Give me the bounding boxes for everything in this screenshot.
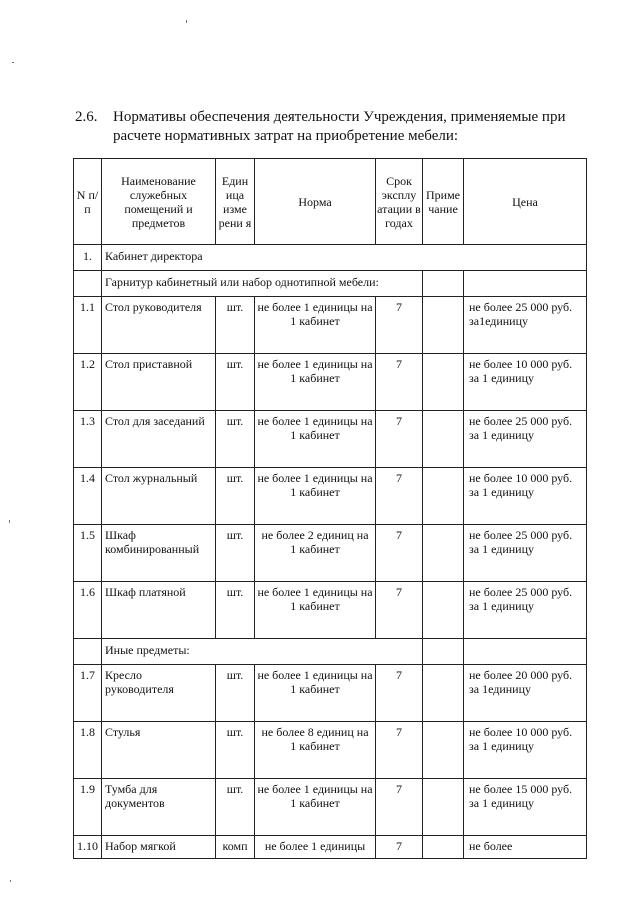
item-norm: не более 1 единицы на 1 кабинет [255,354,376,411]
item-unit: шт. [216,779,255,836]
header-norm: Норма [255,159,376,245]
scan-speck [9,520,10,523]
item-unit: шт. [216,411,255,468]
heading-text-2: расчете нормативных затрат на приобретение мебели: [113,128,459,144]
header-term: Срок эксплу атации в годах [376,159,423,245]
table-header-row [74,159,587,245]
table-row [74,468,587,525]
item-num: 1.10 [74,836,102,859]
item-price: не более 15 000 руб. за 1 единицу [464,779,587,836]
heading-number: 2.6. [75,109,98,125]
item-note [423,354,464,411]
item-term: 7 [376,525,423,582]
header-name: Наименование служебных помещений и предметов [102,159,216,245]
item-note [423,722,464,779]
section-heading [75,108,590,146]
item-norm: не более 1 единицы [255,836,376,859]
item-note [423,779,464,836]
item-note [423,582,464,639]
table-row [74,665,587,722]
furniture-norms-table [73,158,587,859]
item-norm: не более 2 единиц на 1 кабинет [255,525,376,582]
table-row [74,779,587,836]
scan-speck [186,20,187,23]
item-name: Стол руководителя [102,297,216,354]
item-name: Стулья [102,722,216,779]
item-unit: комп [216,836,255,859]
item-num: 1.8 [74,722,102,779]
item-term: 7 [376,665,423,722]
table-row [74,582,587,639]
table-row [74,411,587,468]
item-term: 7 [376,722,423,779]
item-name: Шкаф платяной [102,582,216,639]
item-name: Тумба для документов [102,779,216,836]
item-note [423,411,464,468]
item-norm: не более 8 единиц на 1 кабинет [255,722,376,779]
item-norm: не более 1 единицы на 1 кабинет [255,665,376,722]
heading-text-1: Нормативы обеспечения деятельности Учреждения, применяемые при [113,109,566,125]
scan-speck [10,880,11,882]
item-term: 7 [376,468,423,525]
item-name: Стол для заседаний [102,411,216,468]
subsection-title-2: Иные предметы: [102,639,423,665]
item-note [423,665,464,722]
item-unit: шт. [216,354,255,411]
item-name: Стол приставной [102,354,216,411]
item-price: не более 20 000 руб. за 1единицу [464,665,587,722]
header-num: N п/п [74,159,102,245]
item-unit: шт. [216,525,255,582]
item-num: 1.9 [74,779,102,836]
item-price: не более 10 000 руб. за 1 единицу [464,468,587,525]
item-num: 1.4 [74,468,102,525]
table-row [74,525,587,582]
subsection-row-2 [74,639,587,665]
item-term: 7 [376,411,423,468]
item-note [423,468,464,525]
item-price: не более 10 000 руб. за 1 единицу [464,354,587,411]
subsection-title-1: Гарнитур кабинетный или набор однотипной мебели: [102,271,423,297]
scan-speck [12,62,14,63]
item-term: 7 [376,836,423,859]
item-norm: не более 1 единицы на 1 кабинет [255,411,376,468]
table-row [74,722,587,779]
header-unit: Един ица изме рени я [216,159,255,245]
section-row [74,245,587,271]
item-num: 1.5 [74,525,102,582]
item-unit: шт. [216,297,255,354]
item-num: 1.3 [74,411,102,468]
item-name: Шкаф комбинированный [102,525,216,582]
table-row [74,297,587,354]
item-unit: шт. [216,665,255,722]
item-name: Набор мягкой [102,836,216,859]
item-note [423,297,464,354]
item-price: не более 25 000 руб. за1единицу [464,297,587,354]
item-term: 7 [376,779,423,836]
item-unit: шт. [216,722,255,779]
item-unit: шт. [216,468,255,525]
header-note: Приме чание [423,159,464,245]
item-price: не более 25 000 руб. за 1 единицу [464,525,587,582]
item-term: 7 [376,582,423,639]
item-note [423,836,464,859]
item-price: не более 25 000 руб. за 1 единицу [464,582,587,639]
item-norm: не более 1 единицы на 1 кабинет [255,468,376,525]
section-num: 1. [74,245,102,271]
item-norm: не более 1 единицы на 1 кабинет [255,582,376,639]
item-price: не более 10 000 руб. за 1 единицу [464,722,587,779]
item-term: 7 [376,297,423,354]
section-title: Кабинет директора [102,245,587,271]
item-num: 1.6 [74,582,102,639]
item-name: Стол журнальный [102,468,216,525]
header-price: Цена [464,159,587,245]
item-price: не более [464,836,587,859]
subsection-row-1 [74,271,587,297]
item-num: 1.1 [74,297,102,354]
item-norm: не более 1 единицы на 1 кабинет [255,779,376,836]
item-name: Кресло руководителя [102,665,216,722]
item-norm: не более 1 единицы на 1 кабинет [255,297,376,354]
heading-line-1 [75,108,590,127]
item-note [423,525,464,582]
item-term: 7 [376,354,423,411]
table-row [74,354,587,411]
item-price: не более 25 000 руб. за 1 единицу [464,411,587,468]
item-num: 1.2 [74,354,102,411]
item-unit: шт. [216,582,255,639]
table-row [74,836,587,859]
item-num: 1.7 [74,665,102,722]
